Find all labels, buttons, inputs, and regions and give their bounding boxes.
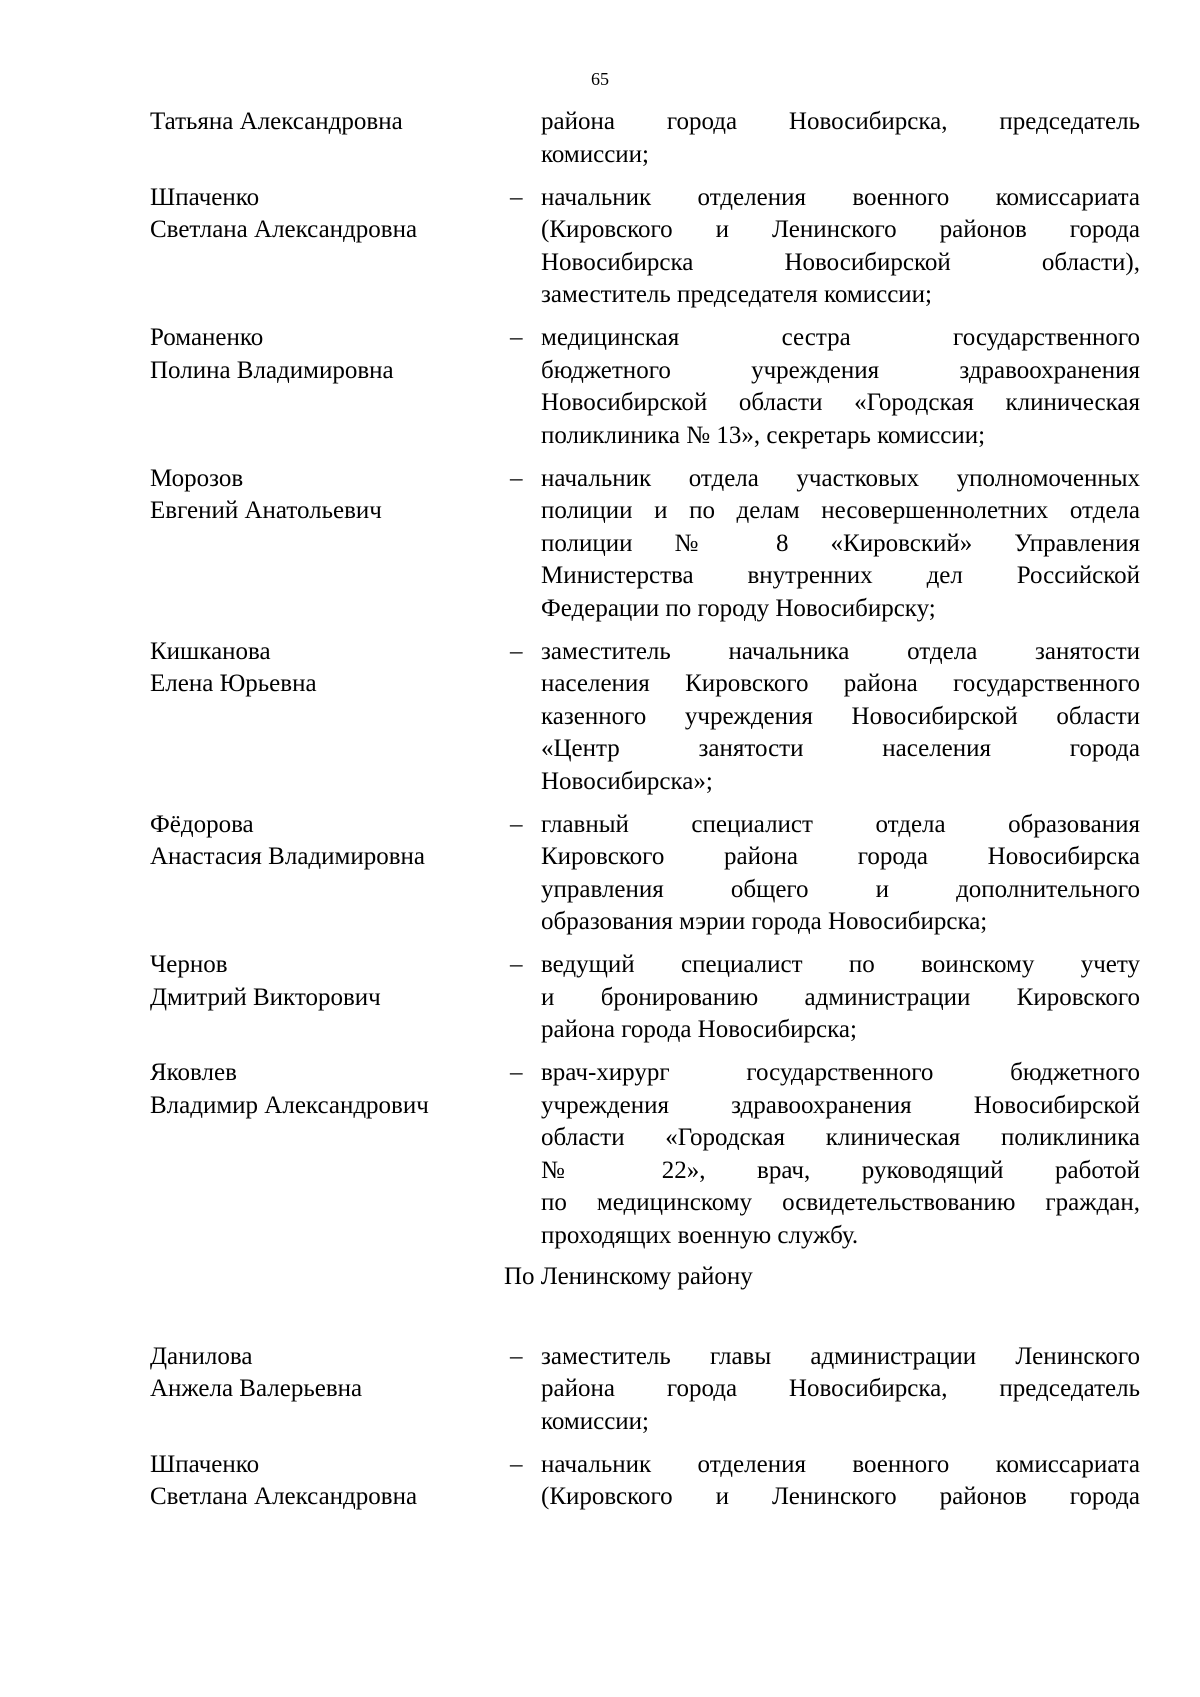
member-position-line: области «Городская клиническая поликлиника xyxy=(541,1124,1140,1151)
member-position-line: управления общего и дополнительного xyxy=(541,875,1140,903)
member-position-line: по медицинскому освидетельствованию граждан, xyxy=(541,1189,1140,1216)
member-position-line: врач-хирург государственного бюджетного xyxy=(541,1059,1140,1086)
leninsky-district-members xyxy=(0,1341,1200,1514)
member-name-line: Шпаченко xyxy=(150,183,260,211)
entry-dash: – xyxy=(510,1059,523,1086)
member-entry xyxy=(0,1449,1200,1514)
member-position-line: казенного учреждения Новосибирской области xyxy=(541,702,1140,730)
member-name xyxy=(150,1341,490,1406)
member-entry xyxy=(0,1341,1200,1439)
member-name-line: Светлана Александровна xyxy=(150,216,418,243)
entry-dash: – xyxy=(510,183,523,211)
member-position xyxy=(541,1449,1140,1514)
member-position-line: Кировского района города Новосибирска xyxy=(541,843,1140,870)
member-position-line: населения Кировского района государственного xyxy=(541,670,1140,697)
member-name-line: Кишканова xyxy=(150,637,271,665)
member-position-line: заместитель главы администрации Ленинского xyxy=(541,1342,1140,1370)
member-name xyxy=(150,809,490,874)
member-name-line: Анжела Валерьевна xyxy=(150,1375,363,1402)
member-name-line: Романенко xyxy=(150,324,264,351)
member-name xyxy=(150,322,490,387)
member-position-line: начальник отделения военного комиссариата xyxy=(541,1450,1140,1478)
member-position-line: Новосибирска Новосибирской области), xyxy=(541,248,1140,276)
member-name-line: Фёдорова xyxy=(150,810,254,838)
entry-dash: – xyxy=(510,1450,523,1478)
member-name-line: Елена Юрьевна xyxy=(150,670,317,697)
member-position-line: полиции и по делам несовершеннолетних отдела xyxy=(541,497,1140,524)
member-name-line: Дмитрий Викторович xyxy=(150,983,381,1011)
member-entry xyxy=(0,809,1200,939)
member-position-line: «Центр занятости населения города xyxy=(541,735,1140,762)
entry-dash: – xyxy=(510,637,523,665)
entry-dash: – xyxy=(510,464,523,492)
member-position-line: медицинская сестра государственного xyxy=(541,324,1140,351)
member-name xyxy=(150,1057,490,1122)
member-position xyxy=(541,463,1140,626)
entry-dash: – xyxy=(510,1342,523,1370)
member-entry xyxy=(0,463,1200,626)
member-position-line: комиссии; xyxy=(541,140,649,168)
member-entry xyxy=(0,1057,1200,1252)
member-position xyxy=(541,1057,1140,1252)
member-position-line: и бронированию администрации Кировского xyxy=(541,983,1140,1011)
member-name-line: Татьяна Александровна xyxy=(150,108,403,135)
member-name xyxy=(150,949,490,1014)
member-position-line: Новосибирска»; xyxy=(541,767,713,795)
member-position xyxy=(541,949,1140,1047)
member-entry xyxy=(0,106,1200,171)
member-position-line: полиции № 8 «Кировский» Управления xyxy=(541,529,1140,557)
member-name-line: Полина Владимировна xyxy=(150,356,394,384)
member-name-line: Чернов xyxy=(150,951,228,978)
member-entry xyxy=(0,182,1200,312)
member-position-line: района города Новосибирска; xyxy=(541,1016,857,1043)
kirovsky-district-members xyxy=(0,106,1200,1252)
member-position xyxy=(541,809,1140,939)
member-position-line: заместитель начальника отдела занятости xyxy=(541,637,1140,665)
member-name-line: Шпаченко xyxy=(150,1450,260,1478)
member-name xyxy=(150,106,490,139)
member-name-line: Евгений Анатольевич xyxy=(150,497,382,524)
member-entry xyxy=(0,636,1200,799)
member-name-line: Морозов xyxy=(150,464,244,492)
member-position-line: района города Новосибирска, председатель xyxy=(541,108,1140,135)
member-name-line: Анастасия Владимировна xyxy=(150,843,425,870)
member-position-line: начальник отдела участковых уполномоченных xyxy=(541,464,1140,492)
member-position xyxy=(541,322,1140,452)
member-position xyxy=(541,106,1140,171)
member-position-line: учреждения здравоохранения Новосибирской xyxy=(541,1091,1140,1119)
member-position-line: ведущий специалист по воинскому учету xyxy=(541,951,1140,978)
member-name-line: Владимир Александрович xyxy=(150,1091,429,1119)
member-name-line: Данилова xyxy=(150,1342,253,1370)
member-position-line: начальник отделения военного комиссариата xyxy=(541,183,1140,211)
member-position-line: образования мэрии города Новосибирска; xyxy=(541,908,988,935)
entry-dash: – xyxy=(510,810,523,838)
member-position-line: Федерации по городу Новосибирску; xyxy=(541,594,936,622)
member-position-line: поликлиника № 13», секретарь комиссии; xyxy=(541,421,986,449)
member-name-line: Светлана Александровна xyxy=(150,1483,418,1510)
member-name xyxy=(150,463,490,528)
commission-members-list xyxy=(0,106,1200,1524)
member-position-line: № 22», врач, руководящий работой xyxy=(541,1156,1140,1184)
member-entry xyxy=(0,949,1200,1047)
member-position-line: Министерства внутренних дел Российской xyxy=(541,562,1140,589)
member-position-line: района города Новосибирска, председатель xyxy=(541,1375,1140,1402)
member-name xyxy=(150,182,490,247)
member-position-line: комиссии; xyxy=(541,1407,649,1435)
member-name-line: Яковлев xyxy=(150,1059,237,1086)
entry-dash: – xyxy=(510,324,523,351)
entry-dash: – xyxy=(510,951,523,978)
member-entry xyxy=(0,322,1200,452)
member-position-line: Новосибирской области «Городская клиническая xyxy=(541,389,1140,416)
member-position-line: (Кировского и Ленинского районов города xyxy=(541,1483,1140,1510)
member-position-line: главный специалист отдела образования xyxy=(541,810,1140,838)
member-position xyxy=(541,1341,1140,1439)
member-position xyxy=(541,182,1140,312)
member-position xyxy=(541,636,1140,799)
section-heading-leninsky: По Ленинскому району xyxy=(504,1262,753,1290)
member-position-line: (Кировского и Ленинского районов города xyxy=(541,216,1140,243)
member-position-line: проходящих военную службу. xyxy=(541,1221,859,1249)
member-name xyxy=(150,1449,490,1514)
member-position-line: бюджетного учреждения здравоохранения xyxy=(541,356,1140,384)
member-name xyxy=(150,636,490,701)
page-number: 65 xyxy=(591,69,609,89)
member-position-line: заместитель председателя комиссии; xyxy=(541,281,933,308)
